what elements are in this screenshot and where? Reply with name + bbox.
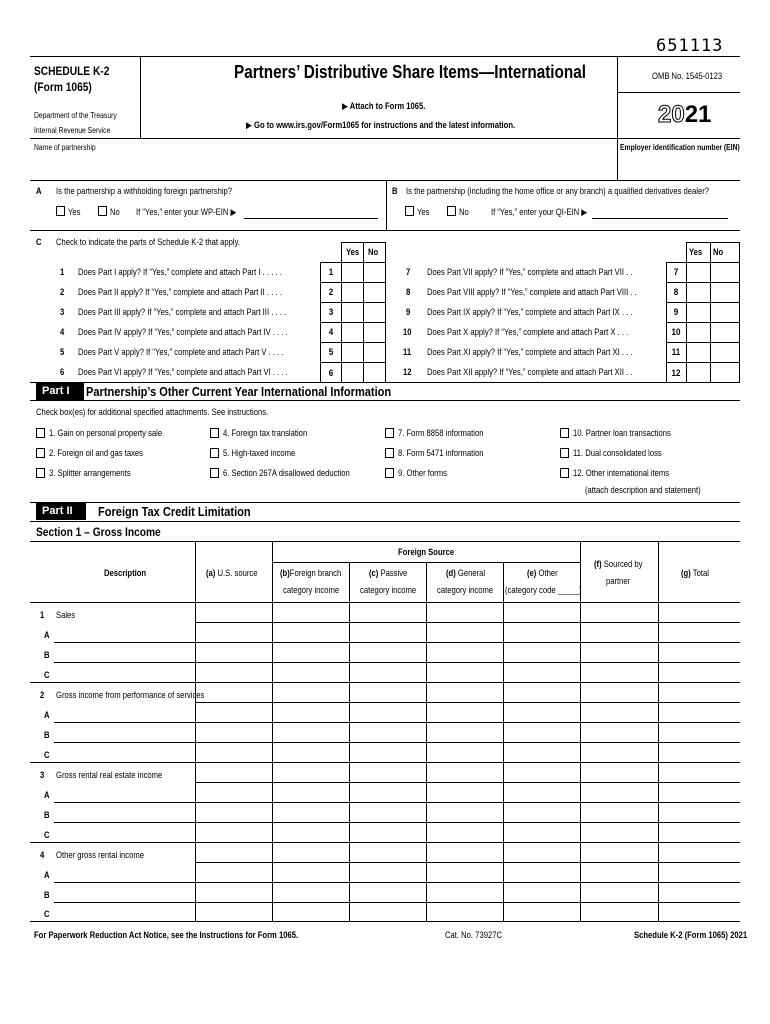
ein-label: Employer identification number (EIN) xyxy=(620,143,740,152)
c-no-cell[interactable] xyxy=(364,263,385,282)
c-no-cell[interactable] xyxy=(711,263,739,282)
wp-ein-field[interactable] xyxy=(244,218,378,219)
a-yes-checkbox[interactable] xyxy=(56,206,65,216)
a-no-label: No xyxy=(110,207,120,217)
col-g-letter: (g) xyxy=(681,568,691,578)
c-row-text: Does Part XII apply? If “Yes,” complete and attach Part XII . . xyxy=(427,367,633,377)
c-right-yes-header: Yes xyxy=(689,247,703,257)
col-f-text: Sourced by xyxy=(603,559,643,569)
c-label: C xyxy=(36,237,42,247)
sub-a: A xyxy=(44,630,50,640)
line-number: 2 xyxy=(40,690,45,700)
col-d-letter: (d) xyxy=(446,568,456,578)
a-no-checkbox[interactable] xyxy=(98,206,107,216)
c-row-text: Does Part VIII apply? If “Yes,” complete and attach Part VIII . . xyxy=(427,287,637,297)
line-number: 1 xyxy=(40,610,45,620)
c-row-text: Does Part IX apply? If “Yes,” complete and attach Part IX . . . xyxy=(427,307,633,317)
attachment-checkbox[interactable] xyxy=(210,428,219,438)
sub-a: A xyxy=(44,710,50,720)
partnership-name-field[interactable] xyxy=(34,155,608,177)
a-question: Is the partnership a withholding foreign partnership? xyxy=(56,186,233,196)
col-a-letter: (a) xyxy=(206,568,216,578)
footer-form-id: Schedule K-2 (Form 1065) 2021 xyxy=(634,930,748,940)
attachment-note: (attach description and statement) xyxy=(585,485,701,495)
sub-c: C xyxy=(44,670,50,680)
form-name: (Form 1065) xyxy=(34,80,92,94)
sub-c: C xyxy=(44,750,50,760)
schedule-name: SCHEDULE K-2 xyxy=(34,64,110,78)
col-b-text: Foreign branch xyxy=(289,568,342,578)
line-number: 3 xyxy=(40,770,45,780)
line-label: Sales xyxy=(56,610,76,620)
year-bold: 21 xyxy=(684,101,712,128)
attachment-checkbox[interactable] xyxy=(385,468,394,478)
attachment-checkbox[interactable] xyxy=(36,448,45,458)
a-label: A xyxy=(36,186,42,196)
c-row-box: 6 xyxy=(328,368,334,378)
c-row-box: 4 xyxy=(328,327,334,337)
a-ifyes: If “Yes,” enter your WP-EIN ▶ xyxy=(136,207,237,217)
attachment-label: 10. Partner loan transactions xyxy=(573,428,671,438)
col-f-line2: partner xyxy=(606,576,631,586)
c-row-box: 8 xyxy=(673,287,679,297)
c-row-box: 9 xyxy=(673,307,679,317)
col-f xyxy=(594,559,642,570)
attachment-checkbox[interactable] xyxy=(560,428,569,438)
c-left-yes-header: Yes xyxy=(346,247,360,257)
b-ifyes: If “Yes,” enter your QI-EIN ▶ xyxy=(491,207,588,217)
attachment-label: 3. Splitter arrangements xyxy=(49,468,131,478)
footer-cat-no: Cat. No. 73927C xyxy=(445,930,502,940)
attachment-label: 11. Dual consolidated loss xyxy=(573,448,662,458)
col-b xyxy=(280,568,341,579)
col-c-text: Passive xyxy=(380,568,408,578)
attachment-checkbox[interactable] xyxy=(560,448,569,458)
c-left-no-header: No xyxy=(368,247,379,257)
c-row-text: Does Part X apply? If “Yes,” complete and attach Part X . . . xyxy=(427,327,629,337)
part2-label: Part II xyxy=(36,503,86,520)
b-no-checkbox[interactable] xyxy=(447,206,456,216)
c-row-num: 4 xyxy=(60,327,65,337)
attachment-label: 1. Gain on personal property sale xyxy=(49,428,163,438)
line-label: Other gross rental income xyxy=(56,850,145,860)
c-row-box: 7 xyxy=(673,267,679,277)
part1-title: Partnership’s Other Current Year International Information xyxy=(86,384,392,399)
partnership-name-label: Name of partnership xyxy=(34,143,96,152)
attachment-label: 9. Other forms xyxy=(398,468,447,478)
c-row-num: 10 xyxy=(403,327,412,337)
form-title: Partners’ Distributive Share Items—International xyxy=(234,62,587,82)
omb-number: OMB No. 1545-0123 xyxy=(652,71,723,81)
sub-c: C xyxy=(44,909,50,919)
col-c-line2: category income xyxy=(360,585,417,595)
foreign-source-header: Foreign Source xyxy=(398,547,455,557)
sub-b: B xyxy=(44,810,50,820)
c-row-box: 2 xyxy=(328,287,334,297)
c-row-num: 7 xyxy=(406,267,411,277)
col-g xyxy=(681,568,709,579)
attachment-checkbox[interactable] xyxy=(385,448,394,458)
col-e xyxy=(527,568,558,579)
attachment-label: 4. Foreign tax translation xyxy=(223,428,308,438)
sub-c: C xyxy=(44,830,50,840)
c-row-text: Does Part VI apply? If “Yes,” complete and attach Part VI . . . . xyxy=(78,367,288,377)
c-right-no-header: No xyxy=(713,247,724,257)
col-b-letter: (b) xyxy=(280,568,290,578)
part2-title: Foreign Tax Credit Limitation xyxy=(98,504,251,519)
line-label: Gross rental real estate income xyxy=(56,770,163,780)
a-yes-label: Yes xyxy=(68,207,81,217)
c-row-text: Does Part III apply? If “Yes,” complete and attach Part III . . . . xyxy=(78,307,287,317)
col-b-line2: category income xyxy=(283,585,340,595)
attachment-checkbox[interactable] xyxy=(36,428,45,438)
col-c xyxy=(369,568,407,579)
attachment-label: 8. Form 5471 information xyxy=(398,448,484,458)
col-d-line2: category income xyxy=(437,585,494,595)
b-question: Is the partnership (including the home office or any branch) a qualified derivatives dealer? xyxy=(406,186,710,196)
c-row-num: 12 xyxy=(403,367,412,377)
c-row-text: Does Part XI apply? If “Yes,” complete and attach Part XI . . . xyxy=(427,347,633,357)
sub-b: B xyxy=(44,650,50,660)
attachment-label: 7. Form 8858 information xyxy=(398,428,484,438)
attachment-label: 6. Section 267A disallowed deduction xyxy=(223,468,350,478)
year-outline: 20 xyxy=(658,101,685,128)
sub-a: A xyxy=(44,790,50,800)
sub-b: B xyxy=(44,890,50,900)
attachment-checkbox[interactable] xyxy=(385,428,394,438)
attachment-checkbox[interactable] xyxy=(560,468,569,478)
c-yes-cell[interactable] xyxy=(342,263,363,282)
dept-treasury: Department of the Treasury xyxy=(34,111,117,120)
part1-instruction: Check box(es) for additional specified attachments. See instructions. xyxy=(36,407,269,417)
c-row-text: Does Part IV apply? If “Yes,” complete and attach Part IV . . . . xyxy=(78,327,288,337)
c-row-box: 1 xyxy=(328,267,334,277)
c-row-text: Does Part II apply? If “Yes,” complete and attach Part II . . . . xyxy=(78,287,282,297)
c-row-num: 5 xyxy=(60,347,65,357)
ein-field[interactable] xyxy=(622,155,738,177)
c-row-num: 8 xyxy=(406,287,411,297)
attachment-checkbox[interactable] xyxy=(36,468,45,478)
c-row-box: 12 xyxy=(671,368,681,378)
c-row-num: 2 xyxy=(60,287,65,297)
attachment-checkbox[interactable] xyxy=(210,448,219,458)
c-row-num: 9 xyxy=(406,307,411,317)
col-e-letter: (e) xyxy=(527,568,537,578)
form-code: 651113 xyxy=(656,36,724,56)
attachment-label: 2. Foreign oil and gas taxes xyxy=(49,448,143,458)
c-row-num: 6 xyxy=(60,367,65,377)
col-a xyxy=(206,568,257,579)
sub-b: B xyxy=(44,730,50,740)
line-label: Gross income from performance of services xyxy=(56,690,205,700)
part1-label: Part I xyxy=(36,383,84,400)
attachment-label: 12. Other international items xyxy=(573,468,670,478)
b-yes-label: Yes xyxy=(417,207,430,217)
c-row-num: 1 xyxy=(60,267,65,277)
section1-title: Section 1 – Gross Income xyxy=(36,525,161,539)
attach-instruction: ▶ Attach to Form 1065. xyxy=(342,101,426,111)
col-c-letter: (c) xyxy=(369,568,379,578)
c-row-num: 11 xyxy=(403,347,412,357)
tax-year xyxy=(658,101,711,129)
c-question: Check to indicate the parts of Schedule K-2 that apply. xyxy=(56,237,240,247)
attachment-label: 5. High-taxed income xyxy=(223,448,296,458)
c-row-box: 10 xyxy=(671,327,681,337)
c-row-text: Does Part I apply? If “Yes,” complete and attach Part I . . . . . xyxy=(78,267,282,277)
attachment-checkbox[interactable] xyxy=(210,468,219,478)
col-d-text: General xyxy=(457,568,486,578)
b-yes-checkbox[interactable] xyxy=(405,206,414,216)
irs-label: Internal Revenue Service xyxy=(34,126,111,135)
c-row-text: Does Part VII apply? If “Yes,” complete and attach Part VII . . xyxy=(427,267,633,277)
c-row-num: 3 xyxy=(60,307,65,317)
col-f-letter: (f) xyxy=(594,559,602,569)
c-row-box: 11 xyxy=(671,347,681,357)
c-row-box: 3 xyxy=(328,307,334,317)
col-a-text: U.S. source xyxy=(217,568,258,578)
c-yes-cell[interactable] xyxy=(687,263,710,282)
sub-a: A xyxy=(44,870,50,880)
c-row-text: Does Part V apply? If “Yes,” complete and attach Part V . . . . xyxy=(78,347,284,357)
footer-paperwork: For Paperwork Reduction Act Notice, see the Instructions for Form 1065. xyxy=(34,930,299,940)
qi-ein-field[interactable] xyxy=(592,218,728,219)
b-no-label: No xyxy=(459,207,469,217)
c-row-box: 5 xyxy=(328,347,334,357)
goto-instruction: ▶ Go to www.irs.gov/Form1065 for instructions and the latest information. xyxy=(246,120,516,130)
col-e-line2: (category code _____) xyxy=(505,585,582,595)
col-e-text: Other xyxy=(538,568,558,578)
line-number: 4 xyxy=(40,850,45,860)
col-d xyxy=(446,568,485,579)
col-description: Description xyxy=(104,568,147,578)
col-g-text: Total xyxy=(692,568,709,578)
b-label: B xyxy=(392,186,398,196)
